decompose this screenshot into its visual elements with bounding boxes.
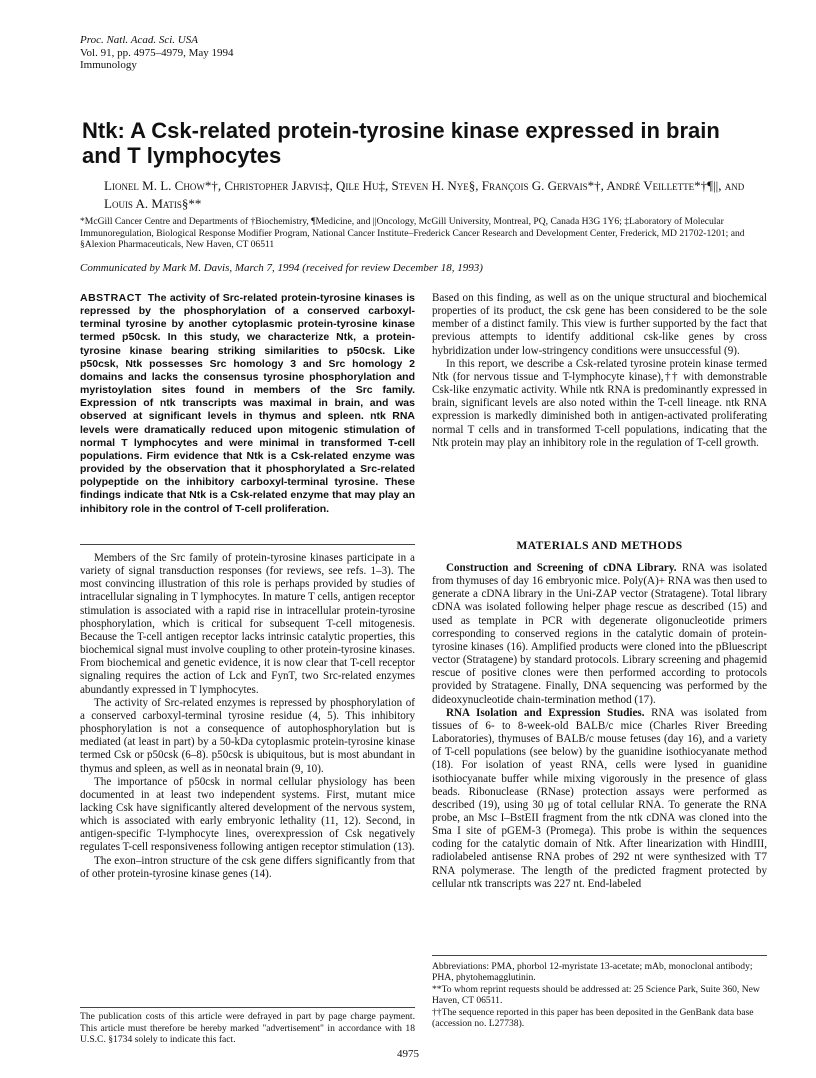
footnote: ††The sequence reported in this paper has been deposited in the GenBank data base (accession no. L27738). xyxy=(432,1006,754,1030)
body-paragraph: Based on this finding, as well as on the unique structural and biochemical properties of its product, the csk gene has been considered to be the sole member of a distinct family. This view is further supported by the fact that previous attempts to identify additional csk-like genes by cross hybridization under low-stringency conditions were unsuccessful (9). xyxy=(432,292,767,357)
cost-divider xyxy=(80,1007,415,1008)
journal-header xyxy=(80,34,234,72)
methods-subheading: RNA Isolation and Expression Studies. xyxy=(446,706,645,719)
journal-volume: Vol. 91, pp. 4975–4979, May 1994 xyxy=(80,46,234,59)
methods-paragraph xyxy=(432,707,767,891)
author-list: Lionel M. L. Chow*†, Christopher Jarvis‡, Qile Hu‡, Steven H. Nye§, François G. Gervais*†, André Veillette*†¶||, and Louis A. Matis§** xyxy=(104,178,745,211)
footnotes xyxy=(432,961,767,1029)
abstract-label: ABSTRACT xyxy=(80,292,142,304)
article-title: Ntk: A Csk-related protein-tyrosine kinase expressed in brain and T lymphocytes xyxy=(82,118,720,168)
left-body xyxy=(80,552,415,881)
right-body xyxy=(432,292,767,450)
abstract-divider xyxy=(80,544,415,545)
communicated-line: Communicated by Mark M. Davis, March 7, 1994 (received for review December 18, 1993) xyxy=(80,262,483,274)
footnote-divider xyxy=(432,955,767,956)
footnote: Abbreviations: PMA, phorbol 12-myristate 13-acetate; mAb, monoclonal antibody; PHA, phytohemagglutinin. xyxy=(432,961,753,984)
journal-name: Proc. Natl. Acad. Sci. USA xyxy=(80,34,198,46)
body-paragraph: The exon–intron structure of the csk gene differs significantly from that of other protein-tyrosine kinase genes (14). xyxy=(80,854,415,880)
body-paragraph: Members of the Src family of protein-tyrosine kinases participate in a variety of signal transduction responses (for reviews, see refs. 1–3). The most convincing illustration of this role is perhaps provided by studies of intracellular signaling in T lymphocytes. In mature T cells, antigen receptor stimulation is associated with a rapid rise in intracellular protein-tyrosine phosphorylation, which is critical for subsequent T-cell mitogenesis. Because the T-cell antigen receptor lacks intrinsic catalytic properties, this biochemical signal must involve coupling to other protein-tyrosine kinases. From biochemical and genetic evidence, it is now clear that T-cell receptor signaling requires the action of Lck and FynT, two Src-related enzymes abundantly expressed in T lymphocytes. xyxy=(80,552,415,696)
footnote: **To whom reprint requests should be addressed at: 25 Science Park, Suite 360, New Haven, CT 06511. xyxy=(432,983,760,1007)
methods-body xyxy=(432,562,767,891)
page-number: 4975 xyxy=(397,1048,419,1060)
body-paragraph: The activity of Src-related enzymes is repressed by phosphorylation of a conserved carboxyl-terminal tyrosine residue (4, 5). This inhibitory phosphorylation is not a consequence of autophosphorylation but is mediated (at least in part) by a 50-kDa cytoplasmic protein-tyrosine kinase termed Csk or p50csk (6–8). p50csk is ubiquitous, but is most abundant in thymus and spleen, as well as in neonatal brain (9, 10). xyxy=(80,696,415,775)
journal-section: Immunology xyxy=(80,59,137,71)
abstract-text: The activity of Src-related protein-tyrosine kinases is repressed by the phosphorylation of a conserved carboxyl-terminal tyrosine by another cytoplasmic protein-tyrosine kinase termed p50csk. In this study, we characterize Ntk, a protein-tyrosine kinase bearing striking similarities to p50csk. Like p50csk, Ntk possesses Src homology 3 and Src homology 2 domains and lacks the consensus tyrosine phosphorylation and myristoylation sites found in members of the Src family. Expression of ntk transcripts was maximal in brain, and was observed at significant levels in thymus and spleen. ntk RNA levels were dramatically reduced upon mitogenic stimulation of normal T lymphocytes and were minimal in transformed T-cell populations. Firm evidence that Ntk is a Csk-related enzyme was provided by the observation that it phosphorylated a Src-related polypeptide on the inhibitory carboxyl-terminal tyrosine. These findings indicate that Ntk is a Csk-related enzyme that may play an inhibitory role in the control of T-cell proliferation. xyxy=(80,292,415,515)
abstract xyxy=(80,292,415,516)
methods-text: RNA was isolated from tissues of 6- to 8-week-old BALB/c mice (Charles River Breeding Laboratories), thymuses of BALB/c mouse fetuses (day 16), and a variety of T-cell populations (see below) by the guanidine isothiocyanate method (18). For isolation of yeast RNA, cells were lysed in guanidine isothiocyanate buffer while mixing vigorously in the presence of glass beads. Ribonuclease (RNase) protection assays were performed as described (19), using 30 μg of total cellular RNA. To generate the RNA probe, an Msc I–BstEII fragment from the ntk cDNA was cloned into the Sma I site of pGEM-3 (Promega). This probe is within the sequences coding for the catalytic domain of Ntk. After linearization with HindIII, radiolabeled antisense RNA probes of 292 nt were synthesized with T7 RNA polymerase. The length of the predicted fragment protected by cellular ntk transcripts was 227 nt. End-labeled xyxy=(432,706,767,890)
methods-heading: MATERIALS AND METHODS xyxy=(516,540,683,552)
body-paragraph: The importance of p50csk in normal cellular physiology has been documented in at least two independent systems. First, mutant mice lacking Csk have significantly altered development of the nervous system, which is associated with early embryonic lethality (11, 12). Second, in antigen-specific T-lymphocyte lines, overexpression of Csk negatively regulates T-cell responsiveness following antigen receptor stimulation (13). xyxy=(80,775,415,854)
body-paragraph: In this report, we describe a Csk-related tyrosine protein kinase termed Ntk (for nervous tissue and T-lymphocyte kinase),†† with demonstrable Csk-like enzymatic activity. While ntk RNA is predominantly expressed in brain, significant levels are also noted within the T-cell lineage. ntk RNA expression is markedly diminished both in antigen-activated proliferating normal T cells and in transformed T-cell populations, indicating that the Ntk protein may play an inhibitory role in the regulation of T-cell growth. xyxy=(432,357,767,449)
publication-cost-note: The publication costs of this article were defrayed in part by page charge payment. This article must therefore be hereby marked "advertisement" in accordance with 18 U.S.C. §1734 solely to indicate this fact. xyxy=(80,1011,415,1046)
methods-text: RNA was isolated from thymuses of day 16 embryonic mice. Poly(A)+ RNA was then used to generate a cDNA library in the Uni-ZAP vector (Stratagene). Total library cDNA was isolated following helper phage rescue as described (15) and used as template in PCR with degenerate oligonucleotide primers corresponding to conserved regions in the catalytic domain of protein-tyrosine kinases (16). Amplified products were cloned into the pBluescript vector (Stratagene) by standard protocols. Library screening and phagemid rescue of positive clones were then performed according to protocols provided by Stratagene. Finally, DNA sequencing was performed by the dideoxynucleotide chain-termination method (17). xyxy=(432,562,768,706)
affiliations: *McGill Cancer Centre and Departments of †Biochemistry, ¶Medicine, and ||Oncology, McGill University, Montreal, PQ, Canada H3G 1Y6; ‡Laboratory of Molecular Immunoregulation, Biological Response Modifier Program, National Cancer Institute–Frederick Cancer Research and Development Center, Frederick, MD 21702-1201; and §Alexion Pharmaceuticals, New Haven, CT 06511 xyxy=(80,216,745,250)
methods-subheading: Construction and Screening of cDNA Library. xyxy=(446,562,677,574)
methods-paragraph xyxy=(432,562,767,707)
